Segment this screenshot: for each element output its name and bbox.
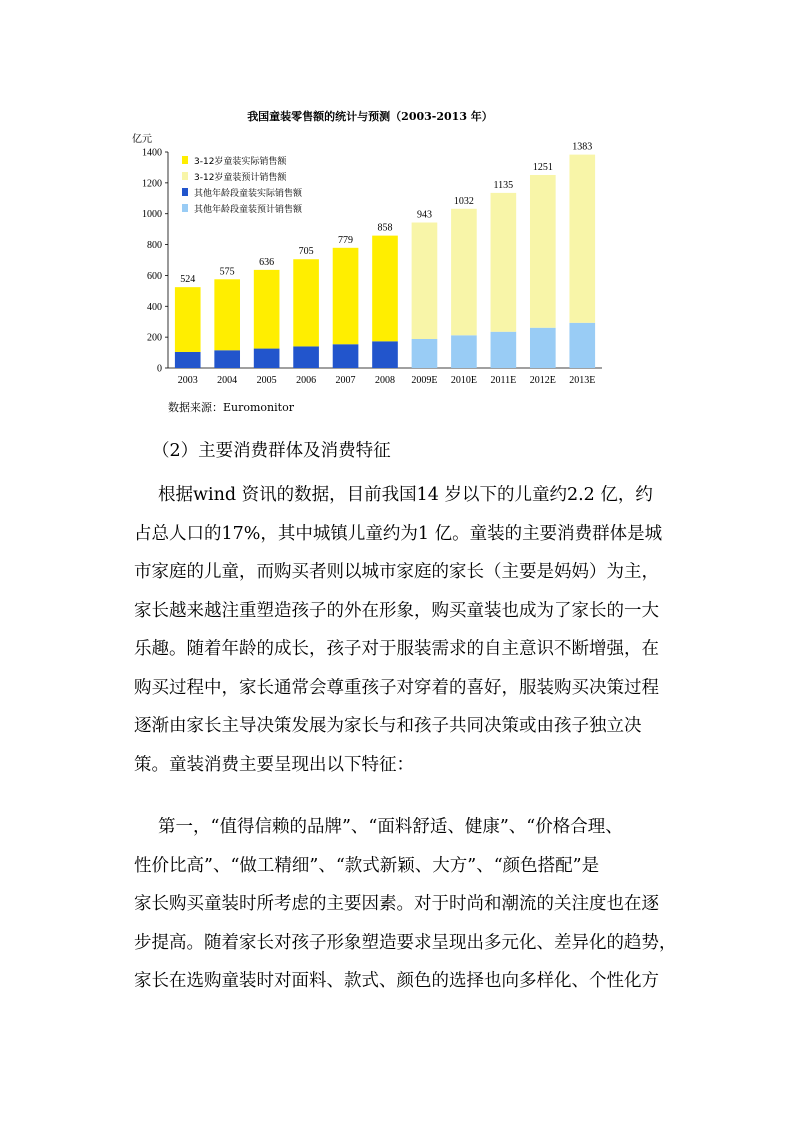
- legend: [182, 155, 303, 215]
- y-tick-label: 800: [147, 240, 162, 252]
- bar-3-12-age: [214, 279, 240, 350]
- x-tick-label: 2004: [217, 375, 238, 386]
- bar-other-age: [412, 339, 438, 368]
- legend-label: 其他年龄段童装预计销售额: [194, 205, 303, 215]
- text-line: 逐渐由家长主导决策发展为家长与和孩子共同决策或由孩子独立决: [134, 716, 642, 736]
- text-line: 根据wind 资讯的数据，目前我国14 岁以下的儿童约2.2 亿，约: [158, 485, 653, 505]
- bar-3-12-age: [254, 270, 280, 349]
- x-tick-label: 2003: [177, 375, 198, 386]
- bar-other-age: [293, 346, 319, 368]
- y-tick-label: 0: [157, 363, 162, 375]
- bar-other-age: [333, 344, 359, 368]
- bar-total-label: 575: [219, 266, 235, 278]
- x-tick-label: 2007: [335, 375, 356, 386]
- x-tick-label: 2009E: [411, 375, 438, 386]
- text-line: 购买过程中，家长通常会尊重孩子对穿着的喜好，服装购买决策过程: [134, 677, 659, 698]
- x-tick-label: 2006: [296, 375, 317, 386]
- chart-title: 我国童装零售额的统计与预测（2003-2013 年）: [247, 110, 493, 123]
- bar-other-age: [569, 323, 595, 368]
- bar-other-age: [372, 341, 398, 368]
- text-line: 家长购买童装时所考虑的主要因素。对于时尚和潮流的关注度也在逐: [134, 894, 659, 914]
- y-tick-label: 200: [147, 332, 162, 344]
- x-tick-label: 2008: [375, 375, 395, 386]
- section-heading: （2）主要消费群体及消费特征: [152, 441, 391, 461]
- text-line: 步提高。随着家长对孩子形象塑造要求呈现出多元化、差异化的趋势，: [134, 932, 677, 953]
- bar-3-12-age: [491, 193, 517, 332]
- bar-3-12-age: [412, 223, 438, 339]
- retail-sales-bar-chart: [130, 100, 610, 420]
- x-tick-label: 2010E: [450, 375, 477, 386]
- bar-total-label: 1032: [453, 195, 474, 207]
- legend-label: 其他年龄段童装实际销售额: [194, 189, 303, 199]
- paragraph-consumer-groups: [134, 476, 674, 784]
- bar-3-12-age: [175, 287, 201, 352]
- legend-swatch: [182, 156, 188, 164]
- bar-3-12-age: [569, 155, 595, 323]
- bar-total-label: 1251: [532, 161, 553, 173]
- bar-total-label: 636: [259, 256, 275, 268]
- chart-source-note: 数据来源：Euromonitor: [168, 401, 294, 414]
- y-tick-label: 1000: [142, 209, 162, 221]
- x-tick-label: 2013E: [569, 375, 596, 386]
- legend-swatch: [182, 172, 188, 180]
- text-line: 市家庭的儿童，而购买者则以城市家庭的家长（主要是妈妈）为主，: [134, 562, 659, 582]
- y-tick-label: 600: [147, 270, 162, 282]
- bar-total-label: 1135: [493, 179, 514, 191]
- text-line: 策。童装消费主要呈现出以下特征：: [134, 754, 414, 775]
- bar-other-age: [491, 332, 517, 368]
- text-line: 性价比高”、“做工精细”、“款式新颖、大方”、“颜色搭配”是: [134, 855, 600, 876]
- y-axis-unit-label: 亿元: [132, 134, 152, 145]
- bar-other-age: [451, 335, 477, 368]
- legend-swatch: [182, 188, 188, 196]
- bar-total-label: 524: [180, 274, 196, 286]
- bar-other-age: [530, 328, 556, 368]
- bar-3-12-age: [451, 209, 477, 336]
- text-line: 第一，“值得信赖的品牌”、“面料舒适、健康”、“价格合理、: [158, 817, 623, 837]
- y-tick-label: 1400: [142, 147, 162, 159]
- x-tick-label: 2005: [256, 375, 277, 386]
- bar-total-label: 705: [298, 246, 314, 258]
- legend-label: 3-12岁童装实际销售额: [194, 157, 287, 167]
- bar-total-label: 943: [416, 209, 432, 221]
- bar-3-12-age: [333, 248, 359, 344]
- paragraph-consumption-features: [134, 808, 677, 1001]
- x-tick-label: 2012E: [529, 375, 556, 386]
- text-line: 占总人口的17%，其中城镇儿童约为1 亿。童装的主要消费群体是城: [134, 523, 663, 544]
- bar-other-age: [254, 349, 280, 368]
- bar-other-age: [214, 350, 240, 368]
- text-line: 乐趣。随着年龄的成长，孩子对于服装需求的自主意识不断增强，在: [134, 639, 659, 659]
- bar-3-12-age: [530, 175, 556, 328]
- y-tick-label: 400: [147, 301, 162, 313]
- bar-total-label: 858: [377, 222, 393, 234]
- text-line: 家长在选购童装时对面料、款式、颜色的选择也向多样化、个性化方: [134, 971, 659, 991]
- bar-other-age: [175, 352, 201, 368]
- legend-label: 3-12岁童装预计销售额: [194, 173, 287, 183]
- bar-3-12-age: [372, 236, 398, 342]
- bar-total-label: 1383: [572, 141, 593, 153]
- bar-3-12-age: [293, 259, 319, 346]
- text-line: 家长越来越注重塑造孩子的外在形象，购买童装也成为了家长的一大: [134, 600, 659, 621]
- x-tick-label: 2011E: [490, 375, 517, 386]
- legend-swatch: [182, 204, 188, 212]
- bar-total-label: 779: [338, 234, 354, 246]
- y-tick-label: 1200: [142, 178, 162, 190]
